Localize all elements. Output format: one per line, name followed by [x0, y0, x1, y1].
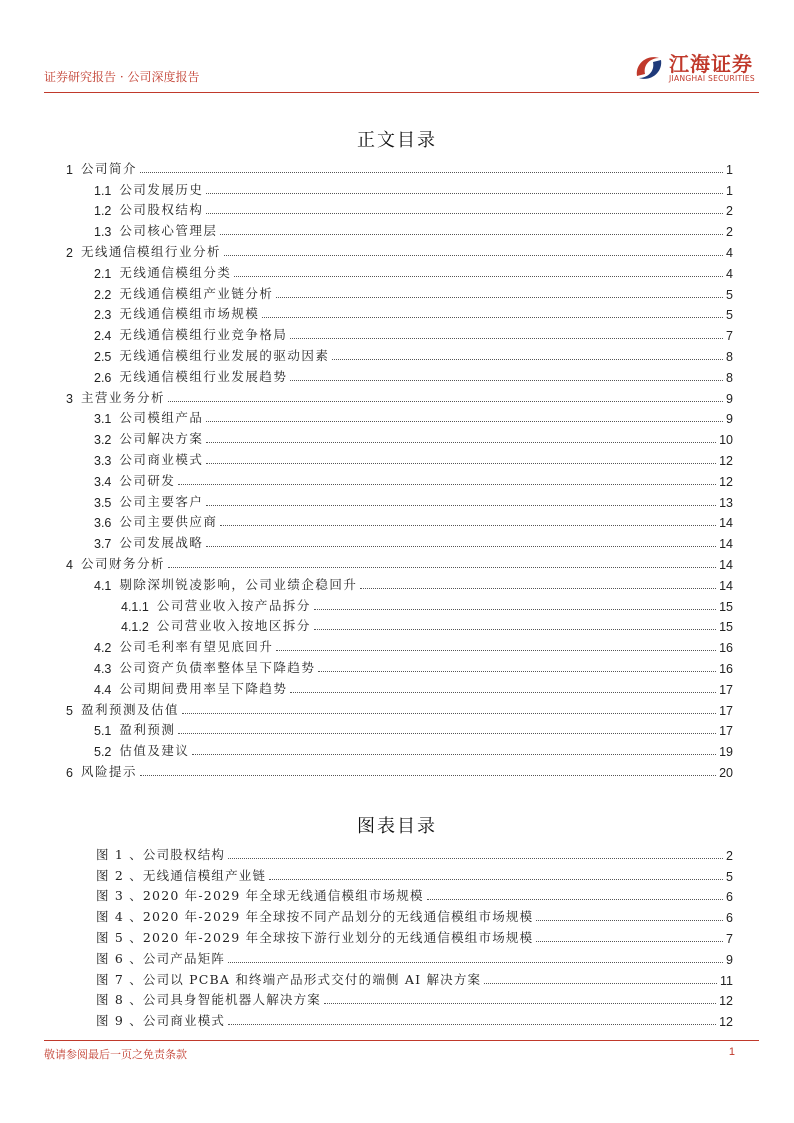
toc-entry-label: 公司核心管理层 — [119, 223, 218, 239]
disclaimer-note: 敬请参阅最后一页之免责条款 — [44, 1048, 187, 1061]
toc-entry-page: 14 — [719, 537, 733, 552]
toc-entry-label: 无线通信模组行业竞争格局 — [119, 327, 288, 343]
figure-leader-dots — [484, 983, 717, 984]
toc-entry-label: 估值及建议 — [119, 743, 190, 759]
toc-leader-dots — [360, 588, 716, 589]
figure-entry[interactable] — [96, 988, 733, 1009]
figure-entry[interactable] — [96, 946, 733, 967]
toc-entry-label: 主营业务分析 — [80, 389, 165, 405]
toc-entry-label: 无线通信模组市场规模 — [119, 306, 260, 322]
toc-leader-dots — [314, 629, 716, 630]
figure-entry-label: 图 8 、公司具身智能机器人解决方案 — [96, 992, 322, 1008]
toc-entry-page: 14 — [719, 516, 733, 531]
toc-entry-page: 14 — [719, 557, 733, 572]
toc-entry-page: 10 — [719, 433, 733, 448]
figure-list-title: 图表目录 — [357, 816, 437, 837]
toc-leader-dots — [276, 650, 716, 651]
toc-leader-dots — [206, 505, 716, 506]
figure-entry-label: 图 7 、公司以 PCBA 和终端产品形式交付的端侧 AI 解决方案 — [96, 971, 482, 987]
toc-entry[interactable] — [66, 322, 733, 343]
table-of-contents — [66, 156, 733, 780]
toc-leader-dots — [220, 525, 716, 526]
figure-entry-page: 12 — [719, 994, 733, 1009]
toc-entry-label: 公司毛利率有望见底回升 — [119, 639, 274, 655]
toc-entry-label: 公司研发 — [119, 472, 176, 488]
figure-entry[interactable] — [96, 842, 733, 863]
toc-leader-dots — [318, 671, 716, 672]
toc-leader-dots — [206, 442, 716, 443]
figure-entry[interactable] — [96, 904, 733, 925]
toc-entry-page: 5 — [726, 287, 733, 302]
toc-entry[interactable] — [66, 489, 733, 510]
toc-entry-label: 无线通信模组行业发展趋势 — [119, 368, 288, 384]
figure-list — [96, 842, 733, 1029]
figure-entry[interactable] — [96, 967, 733, 988]
figure-entry-page: 6 — [726, 911, 733, 926]
toc-entry-page: 2 — [726, 225, 733, 240]
toc-entry-page: 1 — [726, 162, 733, 177]
toc-entry-page: 17 — [719, 724, 733, 739]
toc-entry[interactable] — [66, 260, 733, 281]
toc-leader-dots — [206, 421, 723, 422]
toc-entry[interactable] — [66, 759, 733, 780]
toc-entry-number: 3.1 — [94, 412, 112, 427]
toc-entry-page: 16 — [719, 661, 733, 676]
toc-entry[interactable] — [66, 239, 733, 260]
toc-leader-dots — [140, 775, 716, 776]
figure-entry-label: 图 6 、公司产品矩阵 — [96, 950, 226, 966]
toc-entry-label: 无线通信模组行业分析 — [80, 243, 221, 259]
toc-leader-dots — [178, 733, 716, 734]
toc-entry[interactable] — [66, 510, 733, 531]
toc-entry-number: 5.2 — [94, 745, 112, 760]
toc-entry-label: 无线通信模组行业发展的驱动因素 — [119, 347, 330, 363]
toc-leader-dots — [182, 713, 716, 714]
toc-entry-label: 公司资产负债率整体呈下降趋势 — [119, 659, 316, 675]
toc-entry[interactable] — [66, 406, 733, 427]
toc-entry-label: 公司解决方案 — [119, 431, 204, 447]
toc-entry-number: 3.4 — [94, 474, 112, 489]
figure-entry-page: 11 — [720, 973, 733, 988]
toc-entry-number: 1 — [66, 162, 73, 177]
figure-entry[interactable] — [96, 1008, 733, 1029]
toc-entry[interactable] — [66, 364, 733, 385]
toc-entry-number: 4.2 — [94, 641, 112, 656]
toc-leader-dots — [206, 193, 723, 194]
figure-entry-label: 图 3 、2020 年-2029 年全球无线通信模组市场规模 — [96, 888, 424, 904]
toc-entry-number: 2 — [66, 245, 73, 260]
figure-leader-dots — [536, 920, 723, 921]
toc-entry-page: 4 — [726, 245, 733, 260]
toc-entry[interactable] — [66, 530, 733, 551]
figure-leader-dots — [269, 879, 723, 880]
toc-entry[interactable] — [66, 385, 733, 406]
toc-entry-number: 4.4 — [94, 682, 112, 697]
toc-entry[interactable] — [66, 302, 733, 323]
toc-entry-label: 盈利预测及估值 — [80, 701, 179, 717]
toc-entry-page: 9 — [726, 412, 733, 427]
figure-leader-dots — [228, 1024, 716, 1025]
toc-entry-page: 15 — [719, 599, 733, 614]
toc-entry-label: 盈利预测 — [119, 722, 176, 738]
toc-entry-page: 2 — [726, 204, 733, 219]
figure-leader-dots — [536, 941, 723, 942]
toc-leader-dots — [332, 359, 723, 360]
toc-entry-label: 剔除深圳锐凌影响，公司业绩企稳回升 — [119, 576, 358, 592]
figure-entry-page: 9 — [726, 952, 733, 967]
toc-entry[interactable] — [66, 676, 733, 697]
toc-entry[interactable] — [66, 156, 733, 177]
toc-entry-page: 4 — [726, 266, 733, 281]
toc-entry-number: 6 — [66, 765, 73, 780]
toc-entry-label: 无线通信模组分类 — [119, 264, 232, 280]
toc-entry-label: 公司营业收入按产品拆分 — [156, 597, 311, 613]
toc-entry-number: 3.2 — [94, 433, 112, 448]
toc-leader-dots — [220, 234, 723, 235]
toc-entry-page: 14 — [719, 578, 733, 593]
toc-leader-dots — [290, 380, 723, 381]
toc-entry-number: 3.7 — [94, 537, 112, 552]
toc-leader-dots — [290, 338, 723, 339]
toc-entry[interactable] — [66, 738, 733, 759]
toc-entry-page: 8 — [726, 349, 733, 364]
toc-entry[interactable] — [66, 343, 733, 364]
toc-entry[interactable] — [66, 426, 733, 447]
page-number: 1 — [728, 1046, 735, 1058]
figure-entry[interactable] — [96, 925, 733, 946]
toc-leader-dots — [262, 317, 723, 318]
toc-leader-dots — [168, 567, 716, 568]
toc-entry-page: 12 — [719, 474, 733, 489]
toc-entry-number: 4.1.2 — [121, 620, 149, 635]
figure-leader-dots — [324, 1003, 716, 1004]
toc-entry-label: 公司期间费用率呈下降趋势 — [119, 680, 288, 696]
toc-entry-label: 公司主要供应商 — [119, 514, 218, 530]
toc-entry-number: 4.1.1 — [121, 599, 149, 614]
figure-entry-label: 图 2 、无线通信模组产业链 — [96, 867, 267, 883]
logo-english-name: JIANGHAI SECURITIES — [669, 74, 755, 83]
figure-entry-label: 图 4 、2020 年-2029 年全球按不同产品划分的无线通信模组市场规模 — [96, 909, 534, 925]
toc-leader-dots — [206, 213, 723, 214]
toc-entry-number: 2.4 — [94, 329, 112, 344]
toc-entry-label: 公司模组产品 — [119, 410, 204, 426]
figure-entry[interactable] — [96, 884, 733, 905]
toc-leader-dots — [178, 484, 716, 485]
figure-entry-page: 5 — [726, 869, 733, 884]
figure-entry-page: 2 — [726, 848, 733, 863]
toc-entry-number: 2.6 — [94, 370, 112, 385]
toc-entry-page: 16 — [719, 641, 733, 656]
toc-entry-page: 20 — [719, 765, 733, 780]
toc-entry[interactable] — [66, 218, 733, 239]
figure-leader-dots — [228, 858, 723, 859]
toc-entry-number: 1.2 — [94, 204, 112, 219]
page-footer — [44, 1040, 759, 1061]
toc-leader-dots — [206, 463, 716, 464]
toc-entry-page: 5 — [726, 308, 733, 323]
toc-entry-page: 17 — [719, 682, 733, 697]
toc-entry-label: 公司股权结构 — [119, 202, 204, 218]
toc-entry-label: 公司发展历史 — [119, 181, 204, 197]
figure-entry-page: 12 — [719, 1015, 733, 1030]
toc-entry[interactable] — [66, 697, 733, 718]
logo-chinese-name: 江海证券 — [669, 52, 753, 76]
header-divider — [44, 92, 759, 93]
toc-leader-dots — [224, 255, 723, 256]
toc-entry[interactable] — [66, 177, 733, 198]
toc-entry-page: 7 — [726, 329, 733, 344]
logo-swirl-icon — [631, 50, 667, 86]
toc-leader-dots — [140, 172, 723, 173]
toc-entry-number: 4.3 — [94, 661, 112, 676]
page-header — [44, 52, 759, 94]
toc-entry[interactable] — [66, 614, 733, 635]
toc-entry-number: 3.3 — [94, 453, 112, 468]
report-type-label: 证券研究报告 · 公司深度报告 — [44, 70, 200, 84]
toc-entry-number: 3.5 — [94, 495, 112, 510]
toc-entry-label: 公司主要客户 — [119, 493, 204, 509]
company-logo — [631, 46, 755, 90]
toc-entry-number: 5 — [66, 703, 73, 718]
toc-entry[interactable] — [66, 593, 733, 614]
toc-entry[interactable] — [66, 634, 733, 655]
toc-leader-dots — [276, 297, 723, 298]
toc-entry-label: 公司财务分析 — [80, 555, 165, 571]
toc-entry-page: 17 — [719, 703, 733, 718]
toc-entry-label: 公司商业模式 — [119, 451, 204, 467]
toc-entry[interactable] — [66, 572, 733, 593]
toc-entry-page: 13 — [719, 495, 733, 510]
footer-divider — [44, 1040, 759, 1041]
toc-entry-page: 1 — [726, 183, 733, 198]
toc-title: 正文目录 — [357, 130, 437, 151]
toc-entry-page: 8 — [726, 370, 733, 385]
toc-leader-dots — [290, 692, 716, 693]
toc-entry-number: 2.2 — [94, 287, 112, 302]
toc-entry-number: 2.1 — [94, 266, 112, 281]
toc-entry[interactable] — [66, 655, 733, 676]
toc-entry-number: 2.3 — [94, 308, 112, 323]
figure-entry[interactable] — [96, 863, 733, 884]
figure-entry-label: 图 9 、公司商业模式 — [96, 1013, 226, 1029]
toc-entry-number: 4 — [66, 557, 73, 572]
toc-entry[interactable] — [66, 468, 733, 489]
toc-entry-number: 1.3 — [94, 225, 112, 240]
toc-entry-page: 15 — [719, 620, 733, 635]
toc-entry-page: 12 — [719, 453, 733, 468]
figure-leader-dots — [427, 899, 723, 900]
figure-leader-dots — [228, 962, 723, 963]
figure-entry-label: 图 1 、公司股权结构 — [96, 846, 226, 862]
toc-entry-label: 公司发展战略 — [119, 535, 204, 551]
toc-entry-number: 5.1 — [94, 724, 112, 739]
figure-entry-page: 7 — [726, 931, 733, 946]
toc-entry-number: 4.1 — [94, 578, 112, 593]
toc-leader-dots — [314, 609, 716, 610]
toc-leader-dots — [206, 546, 716, 547]
toc-entry-label: 风险提示 — [80, 763, 137, 779]
toc-entry-number: 2.5 — [94, 349, 112, 364]
toc-entry-page: 9 — [726, 391, 733, 406]
toc-entry-label: 公司营业收入按地区拆分 — [156, 618, 311, 634]
toc-leader-dots — [234, 276, 723, 277]
toc-entry-number: 3.6 — [94, 516, 112, 531]
toc-entry-label: 公司简介 — [80, 160, 137, 176]
toc-entry[interactable] — [66, 718, 733, 739]
toc-entry-number: 1.1 — [94, 183, 112, 198]
toc-entry[interactable] — [66, 551, 733, 572]
toc-entry-number: 3 — [66, 391, 73, 406]
toc-entry[interactable] — [66, 198, 733, 219]
toc-entry-label: 无线通信模组产业链分析 — [119, 285, 274, 301]
figure-entry-page: 6 — [726, 890, 733, 905]
toc-entry[interactable] — [66, 281, 733, 302]
toc-entry[interactable] — [66, 447, 733, 468]
toc-leader-dots — [168, 401, 723, 402]
figure-entry-label: 图 5 、2020 年-2029 年全球按下游行业划分的无线通信模组市场规模 — [96, 929, 534, 945]
toc-leader-dots — [192, 754, 716, 755]
toc-entry-page: 19 — [719, 745, 733, 760]
